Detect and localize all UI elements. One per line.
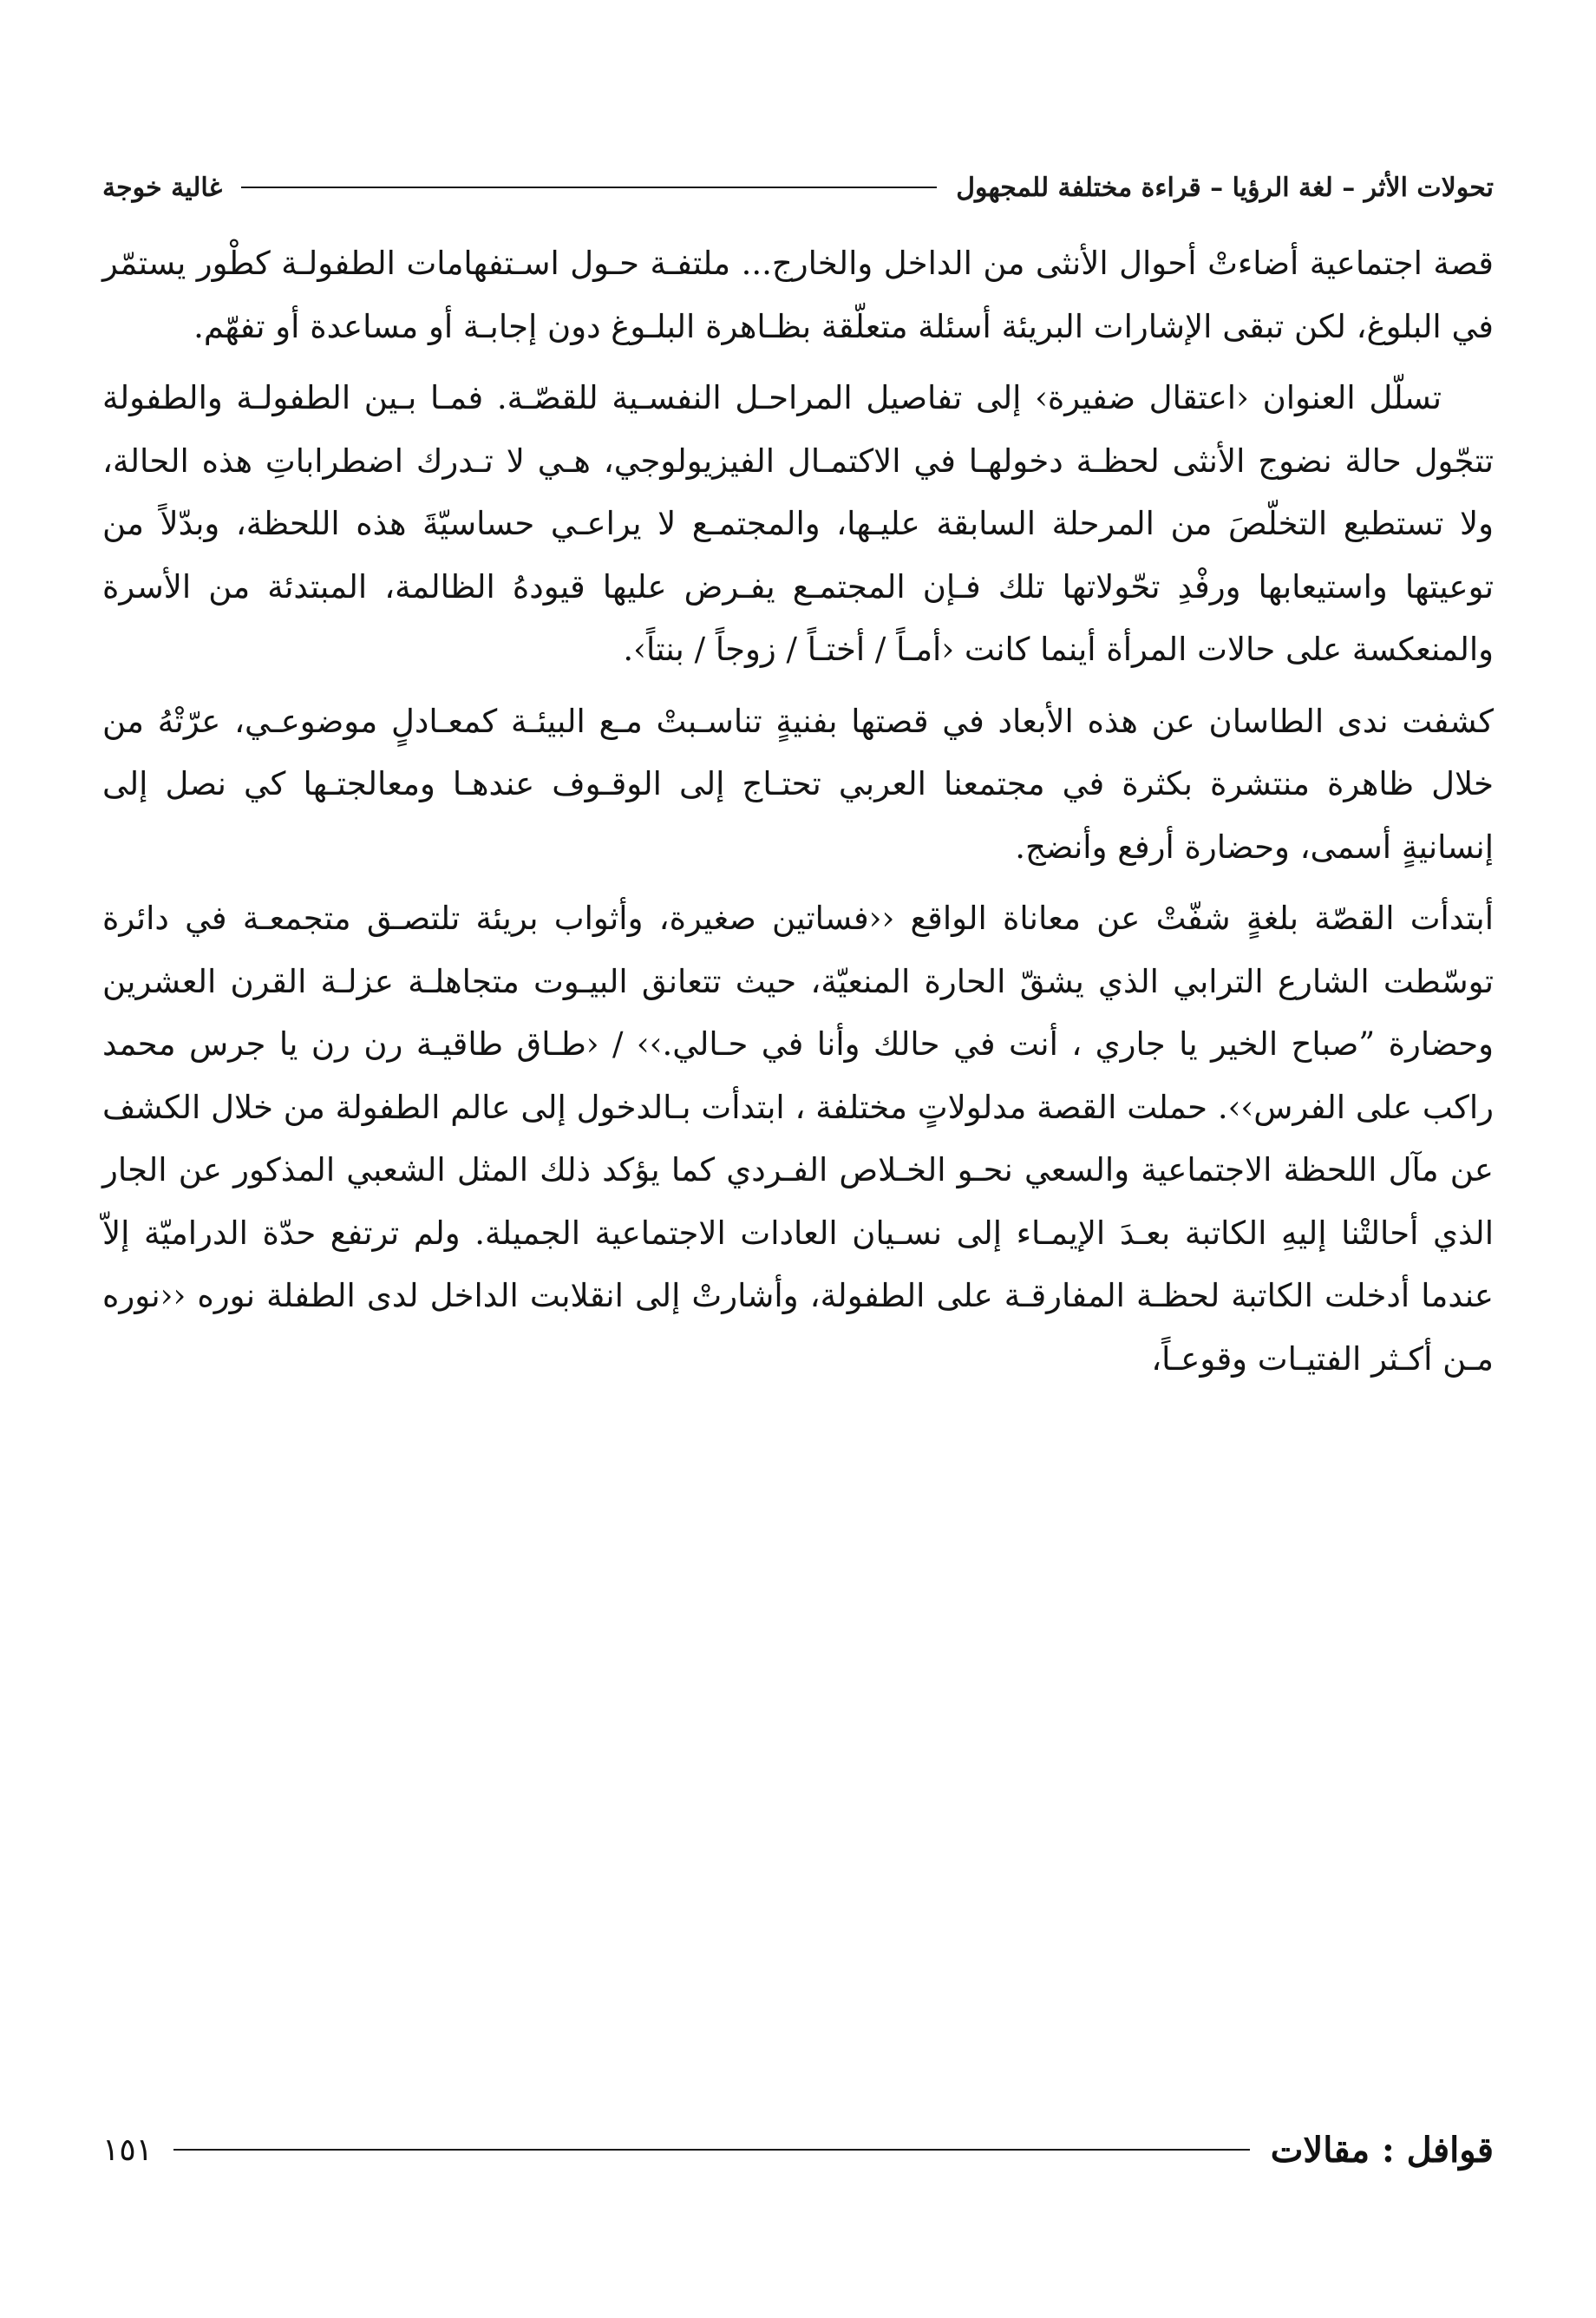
paragraph: كشفت ندى الطاسان عن هذه الأبعاد في قصتها بفنيةٍ تناسـبتْ مـع البيئـة كمعـادلٍ موضوعـي، عرّتْهُ من خلال ظاهرة منتشرة بكثرة في مجتمعنا العربي تحتـاج إلى الوقـوف عندهـا ومعالجتـها كي نصل إلى إنسانيةٍ أسمى، وحضارة أرفع وأنضج. xyxy=(102,702,1494,866)
paragraph: أبتدأت القصّة بلغةٍ شفّتْ عن معاناة الواقع ‹‹فساتين صغيرة، وأثواب بريئة تلتصـق متجمعـة في دائرة توسّطت الشارع الترابي الذي يشقّ الحارة المنعيّة، حيث تتعانق البيـوت متجاهلـة عزلـة القرن العشرين وحضارة ”صباح الخير يا جاري ، أنت في حالك وأنا في حـالي.›› / ‹طـاق طاقيـة رن رن يا جرس محمد راكب على الفرس››. حملت القصة مدلولاتٍ مختلفة ، ابتدأت بـالدخول إلى عالم الطفولة من خلال الكشف عن مآل اللحظة الاجتماعية والسعي نحـو الخـلاص الفـردي كما يؤكد ذلك المثل الشعبي المذكور عن الجار الذي أحالتْنا إليهِ الكاتبة بعـدَ الإيمـاء إلى نسـيان العادات الاجتماعية الجميلة. ولم ترتفع حدّة الدراميّة إلاّ عندما أدخلت الكاتبة لحظـة المفارقـة على الطفولة، وأشارتْ إلى انقلابت الداخل لدى الطفلة نوره ‹‹نوره مـن أكـثر الفتيـات وقوعـاً، xyxy=(102,900,1494,1378)
paragraph: قصة اجتماعية أضاءتْ أحوال الأنثى من الداخل والخارج... ملتفـة حـول اسـتفهامات الطفولـة كطْور يستمّر في البلوغ، لكن تبقى الإشارات البريئة أسئلة متعلّقة بظـاهرة البلـوغ دون إجابـة أو مساعدة أو تفهّم. xyxy=(102,245,1494,345)
footer-rule xyxy=(173,2149,1250,2151)
running-title: تحولات الأثر – لغة الرؤيا – قراءة مختلفة للمجهول xyxy=(956,172,1494,203)
page-number: ١٥١ xyxy=(102,2131,154,2168)
page-footer xyxy=(102,2124,1494,2176)
article-body xyxy=(102,232,1494,1391)
author-name: غالية خوجة xyxy=(102,172,223,203)
section-label: قوافل : مقالات xyxy=(1270,2129,1494,2171)
paragraph: تسلّل العنوان ‹اعتقال ضفيرة› إلى تفاصيل المراحـل النفسـية للقصّـة. فمـا بـين الطفولـة والطفولة تتجّول حالة نضوج الأنثى لحظـة دخولهـا في الاكتمـال الفيزيولوجي، هـي لا تـدرك اضطراباتِ هذه الحالة، ولا تستطيع التخلّصَ من المرحلة السابقة عليـها، والمجتمـع لا يراعـي حساسيّةَ هذه اللحظة، وبدّلاً من توعيتها واستيعابها ورفْدِ تحّولاتها تلك فـإن المجتمـع يفـرض عليها قيودهُ الظالمة، المبتدئة من الأسرة والمنعكسة على حالات المرأة أينما كانت ‹أمـاً / أختـاً / زوجاً / بنتاً›. xyxy=(102,379,1494,668)
running-header xyxy=(102,161,1494,213)
header-rule xyxy=(241,187,937,188)
